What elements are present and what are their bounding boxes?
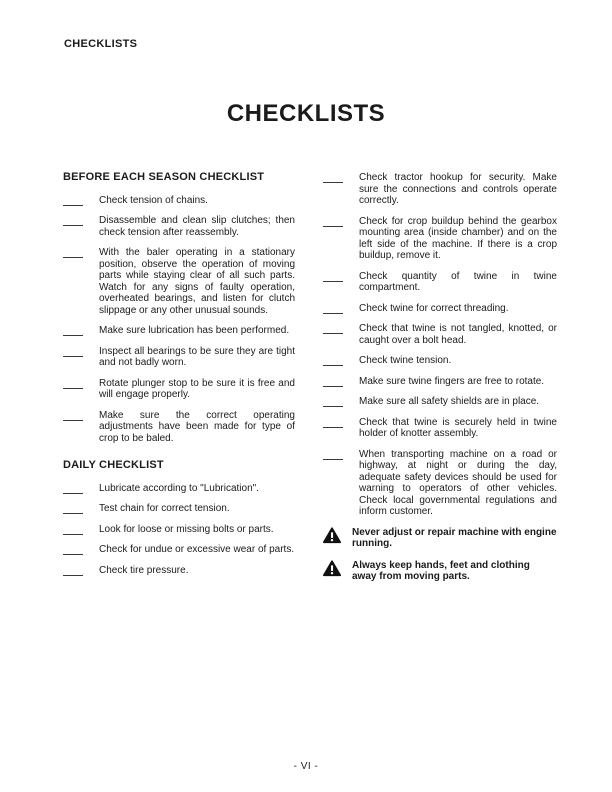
checklist-blank bbox=[323, 323, 343, 334]
checklist-item bbox=[323, 376, 557, 388]
warnings-block bbox=[323, 527, 557, 583]
checklist-blank bbox=[63, 565, 83, 576]
checklist-blank bbox=[323, 417, 343, 428]
right-column bbox=[323, 172, 557, 593]
checklist-item-text: When transporting machine on a road or highway, at night or during the day, adequate safety devices should be used for warning to operators of other vehicles. Check local governmental regulations and inform customer. bbox=[359, 448, 557, 517]
page-footer: - VI - bbox=[293, 761, 319, 772]
warning-icon bbox=[323, 527, 343, 548]
checklist-blank bbox=[323, 172, 343, 183]
checklist-item-text: Check twine for correct threading. bbox=[359, 302, 509, 314]
checklist-item-text: Check twine tension. bbox=[359, 355, 452, 366]
checklist-blank bbox=[63, 378, 83, 389]
checklist-item-text: Make sure twine fingers are free to rotate. bbox=[359, 375, 545, 387]
checklist-item bbox=[63, 247, 295, 316]
checklist-item-text: Make sure lubrication has been performed. bbox=[99, 325, 290, 336]
warning-item bbox=[323, 560, 557, 583]
checklist-item bbox=[323, 172, 557, 207]
warning-text: Never adjust or repair machine with engine running. bbox=[352, 526, 557, 549]
checklist-blank bbox=[63, 247, 83, 258]
warning-icon bbox=[323, 560, 343, 581]
checklist-item bbox=[63, 524, 295, 536]
checklist-item bbox=[323, 396, 557, 408]
checklist-blank bbox=[323, 355, 343, 366]
content-columns bbox=[63, 172, 557, 593]
checklist-item-text: Check that twine is securely held in twine holder of knotter assembly. bbox=[359, 416, 557, 439]
checklist-item bbox=[63, 195, 295, 207]
checklist-blank bbox=[323, 271, 343, 282]
page-title: CHECKLISTS bbox=[226, 100, 386, 127]
checklist-blank bbox=[323, 396, 343, 407]
checklist-blank bbox=[63, 195, 83, 206]
checklist-item bbox=[323, 355, 557, 367]
checklist-item-text: Check that twine is not tangled, knotted, or caught over a bolt head. bbox=[359, 323, 557, 346]
checklist-item-text: Check quantity of twine in twine compartment. bbox=[359, 270, 557, 293]
checklist-blank bbox=[63, 524, 83, 535]
checklist-item-text: Look for loose or missing bolts or parts. bbox=[99, 523, 274, 535]
checklist-blank bbox=[63, 346, 83, 357]
checklist-blank bbox=[63, 410, 83, 421]
checklist-blank bbox=[63, 544, 83, 555]
checklist-item bbox=[323, 417, 557, 440]
checklist-item-text: Disassemble and clean slip clutches; then check tension after reassembly. bbox=[99, 215, 295, 238]
checklist-item bbox=[63, 215, 295, 238]
running-header: CHECKLISTS bbox=[64, 38, 138, 50]
checklist-item bbox=[323, 449, 557, 518]
checklist-item-text: Test chain for correct tension. bbox=[99, 503, 230, 514]
checklist-item-text: Make sure all safety shields are in place. bbox=[359, 396, 540, 407]
checklist-blank bbox=[323, 216, 343, 227]
checklist-item-text: Make sure the correct operating adjustments have been made for type of crop to be baled. bbox=[99, 409, 295, 444]
checklist-item bbox=[63, 483, 295, 495]
checklist-blank bbox=[323, 376, 343, 387]
checklist-item bbox=[63, 325, 295, 337]
checklist-item-text: Rotate plunger stop to be sure it is free and will engage properly. bbox=[99, 377, 295, 400]
checklist-item bbox=[323, 303, 557, 315]
section-heading-daily: DAILY CHECKLIST bbox=[63, 459, 164, 471]
checklist-blank bbox=[63, 215, 83, 226]
checklist-item-text: With the baler operating in a stationary position, observe the operation of moving parts while staying clear of all such parts. Watch for any signs of faulty operation, overheated bearings, and listen for clutch slippage or any other unusual sounds. bbox=[99, 247, 295, 316]
checklist-item-text: Inspect all bearings to be sure they are tight and not badly worn. bbox=[99, 345, 295, 368]
checklist-item bbox=[63, 410, 295, 445]
checklist-item bbox=[63, 346, 295, 369]
checklist-item-text: Check tire pressure. bbox=[99, 564, 189, 576]
checklist-item bbox=[63, 565, 295, 577]
checklist-blank bbox=[323, 303, 343, 314]
checklist-blank bbox=[63, 483, 83, 494]
checklist-item bbox=[323, 323, 557, 346]
checklist-blank bbox=[323, 449, 343, 460]
checklist-item-text: Check tractor hookup for security. Make sure the connections and controls operate correctly. bbox=[359, 172, 557, 206]
checklist-item bbox=[63, 544, 295, 556]
section-heading-before-season: BEFORE EACH SEASON CHECKLIST bbox=[63, 171, 265, 183]
warning-text: Always keep hands, feet and clothing away from moving parts. bbox=[352, 559, 530, 582]
checklist-item bbox=[323, 271, 557, 294]
checklist-item bbox=[63, 503, 295, 515]
checklist-item bbox=[323, 216, 557, 262]
warning-item bbox=[323, 527, 557, 550]
checklist-item-text: Lubricate according to "Lubrication". bbox=[99, 482, 259, 494]
checklist-item-text: Check for crop buildup behind the gearbox mounting area (inside chamber) and on the left side of the machine. If there is a crop buildup, remove it. bbox=[359, 215, 557, 261]
checklist-item bbox=[63, 378, 295, 401]
checklist-item-text: Check tension of chains. bbox=[99, 194, 208, 206]
checklist-item-text: Check for undue or excessive wear of parts. bbox=[99, 544, 295, 555]
checklist-blank bbox=[63, 325, 83, 336]
left-column bbox=[63, 172, 295, 593]
checklist-blank bbox=[63, 503, 83, 514]
